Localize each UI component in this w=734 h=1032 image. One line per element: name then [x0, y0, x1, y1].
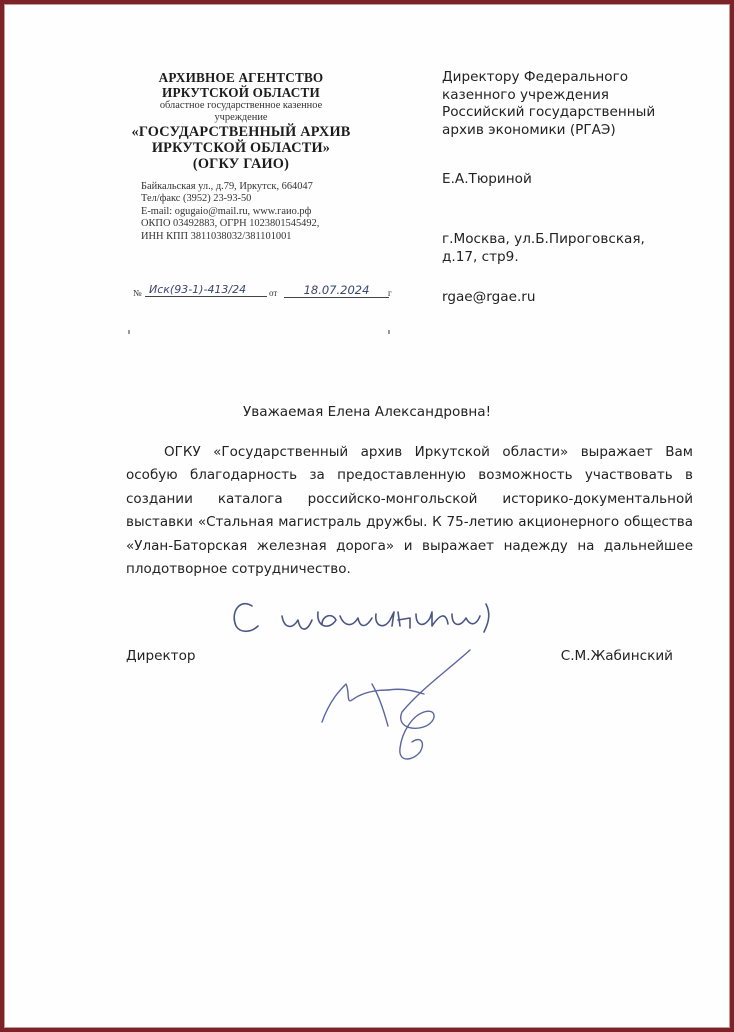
sender-email: E-mail: ogugaio@mail.ru, www.гаио.рф: [141, 205, 312, 217]
registration-number: Иск(93-1)-413/24: [145, 283, 267, 297]
archive-name-line2: ИРКУТСКОЙ ОБЛАСТИ»: [151, 140, 331, 156]
addressee-line1: Директору Федерального: [442, 69, 629, 85]
addressee-name: Е.А.Тюриной: [442, 171, 532, 187]
date-label: от: [269, 288, 278, 298]
salutation: Уважаемая Елена Александровна!: [242, 404, 492, 420]
sender-inn: ИНН КПП 3811038032/381101001: [141, 230, 292, 242]
addressee-address-line1: г.Москва, ул.Б.Пироговская,: [442, 231, 645, 247]
sender-codes: ОКПО 03492883, ОГРН 1023801545492,: [141, 218, 320, 230]
addressee-line4: архив экономики (РГАЭ): [442, 121, 616, 138]
number-label: №: [133, 288, 142, 298]
archive-name-line1: «ГОСУДАРСТВЕННЫЙ АРХИВ: [131, 124, 351, 140]
agency-name-line2: ИРКУТСКОЙ ОБЛАСТИ: [162, 85, 320, 100]
institution-type-line2: учреждение: [214, 112, 268, 123]
signatory-position: Директор: [126, 648, 196, 664]
addressee-address-line2: д.17, стр9.: [442, 248, 519, 265]
year-suffix: г: [388, 288, 392, 298]
addressee-line3: Российский государственный: [442, 104, 656, 120]
agency-name-line1: АРХИВНОЕ АГЕНТСТВО: [158, 70, 324, 85]
institution-type-line1: областное государственное казенное: [159, 100, 323, 111]
addressee-email: rgae@rgae.ru: [442, 289, 536, 305]
archive-short-name: (ОГКУ ГАИО): [192, 156, 290, 172]
sender-phone: Тел/факс (3952) 23-93-50: [141, 193, 252, 205]
letter-body: ОГКУ «Государственный архив Иркутской области» выражает Вам особую благодарность за предоставленную возможность участвовать в создании каталога российско-монгольской историко-документальной выставки «Стальная магистраль дружбы. К 75-летию акционерного общества «Улан-Баторская железная дорога» и выражает надежду на дальнейшее плодотворное сотрудничество.: [126, 444, 693, 578]
addressee-line2: казенного учреждения: [442, 86, 609, 103]
registration-date: 18.07.2024: [284, 283, 389, 298]
sender-address: Байкальская ул., д.79, Иркутск, 664047: [141, 181, 313, 192]
signatory-name: С.М.Жабинский: [560, 648, 673, 664]
